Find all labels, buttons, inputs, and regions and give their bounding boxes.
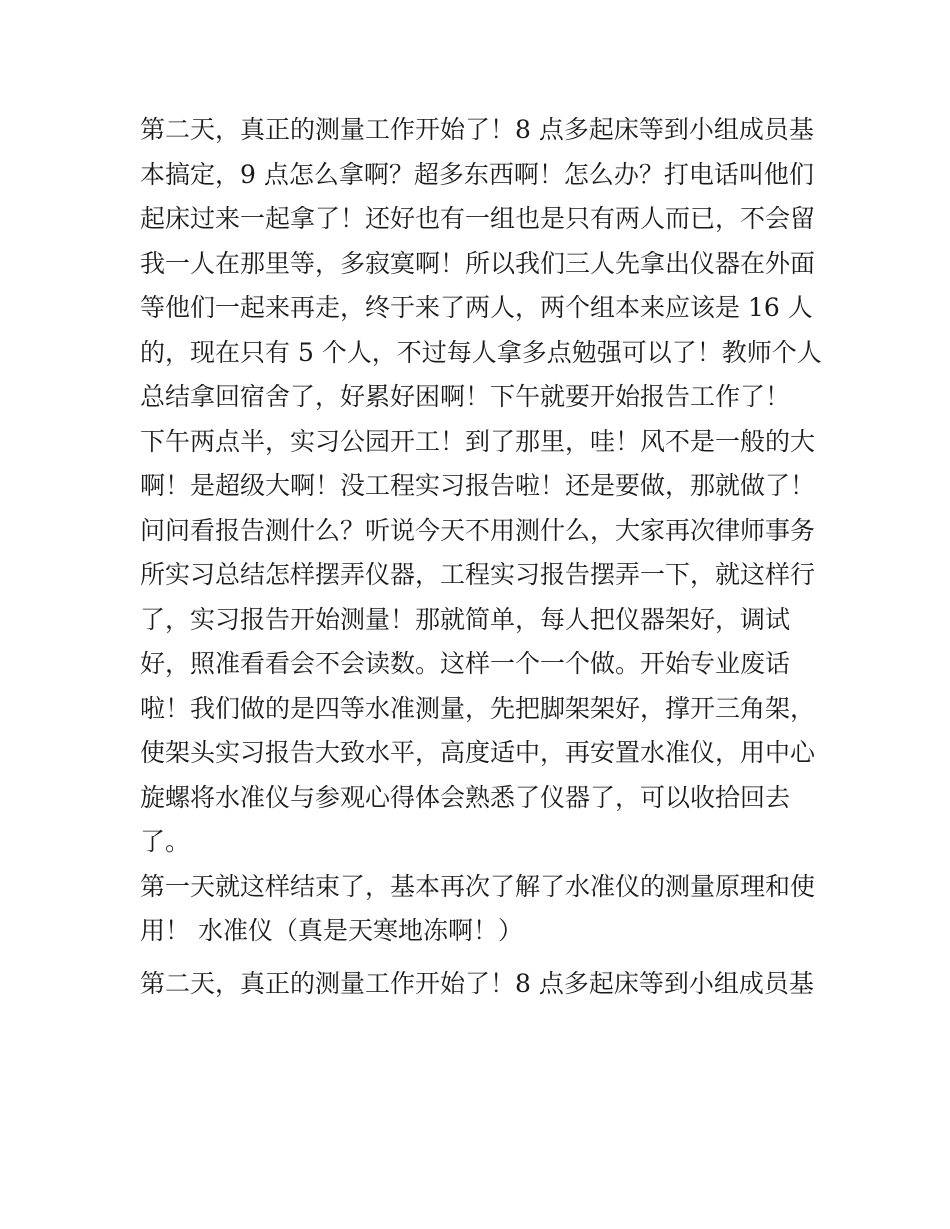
text-line: 我一人在那里等，多寂寞啊！所以我们三人先拿出仪器在外面 [140, 248, 816, 278]
body-text [140, 108, 820, 1006]
text-line: 等他们一起来再走，终于来了两人，两个组本来应该是 16 人 [140, 293, 813, 322]
text-line: 本搞定，9 点怎么拿啊？超多东西啊！怎么办？打电话叫他们 [140, 159, 814, 189]
text-line: 的，现在只有 5 个人，不过每人拿多点勉强可以了！教师个人 [140, 337, 822, 367]
text-line: 好，照准看看会不会读数。这样一个一个做。开始专业废话 [140, 649, 791, 678]
text-line: 使架头实习报告大致水平，高度适中，再安置水准仪，用中心 [140, 738, 816, 767]
text-line: 问问看报告测什么？听说今天不用测什么，大家再次律师事务 [140, 515, 816, 545]
text-line: 啊！是超级大啊！没工程实习报告啦！还是要做，那就做了！ [140, 471, 816, 500]
text-line: 第一天就这样结束了，基本再次了解了水准仪的测量原理和使 [140, 871, 816, 901]
text-line: 了，实习报告开始测量！那就简单，每人把仪器架好，调试 [140, 604, 791, 634]
text-line: 啦！我们做的是四等水准测量，先把脚架架好，撑开三角架， [140, 693, 816, 723]
text-line: 第二天，真正的测量工作开始了！8 点多起床等到小组成员基 [140, 115, 814, 144]
text-line: 起床过来一起拿了！还好也有一组也是只有两人而已，不会留 [140, 204, 816, 233]
text-line: 了。 [140, 827, 191, 856]
text-line: 总结拿回宿舍了，好累好困啊！下午就要开始报告工作了！ [140, 382, 791, 411]
text-line: 旋螺将水准仪与参观心得体会熟悉了仪器了，可以收拾回去 [140, 782, 791, 812]
text-line: 所实习总结怎样摆弄仪器，工程实习报告摆弄一下，就这样行 [140, 560, 816, 589]
text-line: 下午两点半，实习公园开工！到了那里，哇！风不是一般的大 [140, 426, 816, 456]
text-line: 第二天，真正的测量工作开始了！8 点多起床等到小组成员基 [140, 968, 814, 998]
text-line: 用！ 水准仪（真是天寒地冻啊！） [140, 916, 523, 945]
